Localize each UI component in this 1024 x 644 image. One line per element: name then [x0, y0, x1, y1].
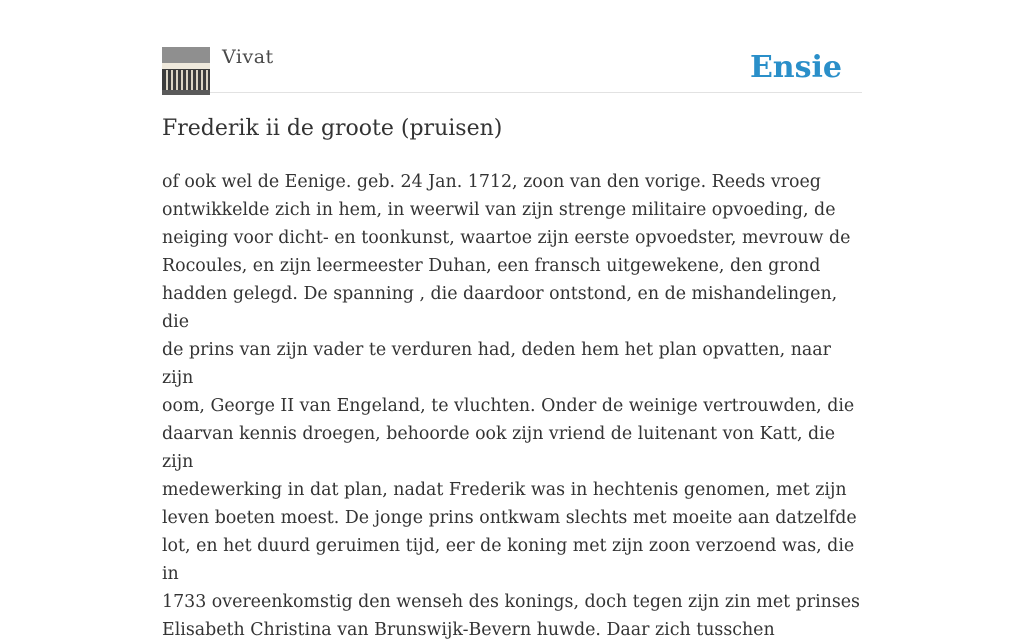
- avatar[interactable]: [162, 47, 210, 95]
- author-name[interactable]: Vivat: [222, 46, 274, 68]
- brand-logo[interactable]: Ensie: [749, 50, 842, 85]
- page-title: Frederik ii de groote (pruisen): [162, 116, 503, 141]
- avatar-image: [162, 47, 210, 95]
- article-body: of ook wel de Eenige. geb. 24 Jan. 1712, zoon van den vorige. Reeds vroeg ontwikkelde zich in hem, in weerwil van zijn strenge militaire opvoeding, de neiging voor dicht- en toonkunst, waartoe zijn eerste opvoedster, mevrouw de Rocoules, en zijn leermeester Duhan, een fransch uitgewekene, den grond hadden gelegd. De spanning , die daardoor ontstond, en de mishandelingen, die de prins van zijn vader te verduren had, deden hem het plan opvatten, naar zijn oom, George II van Engeland, te vluchten. Onder de weinige vertrouwden, die daarvan kennis droegen, behoorde ook zijn vriend de luitenant von Katt, die zijn medewerking in dat plan, nadat Frederik was in hechtenis genomen, met zijn leven boeten moest. De jonge prins ontkwam slechts met moeite aan datzelfde lot, en het duurd geruimen tijd, eer de koning met zijn zoon verzoend was, die in 1733 overeenkomstig den wenseh des konings, doch tegen zijn zin met prinses Elisabeth Christina van Brunswijk-Bevern huwde. Daar zich tusschen: [162, 172, 860, 640]
- header: [162, 46, 862, 93]
